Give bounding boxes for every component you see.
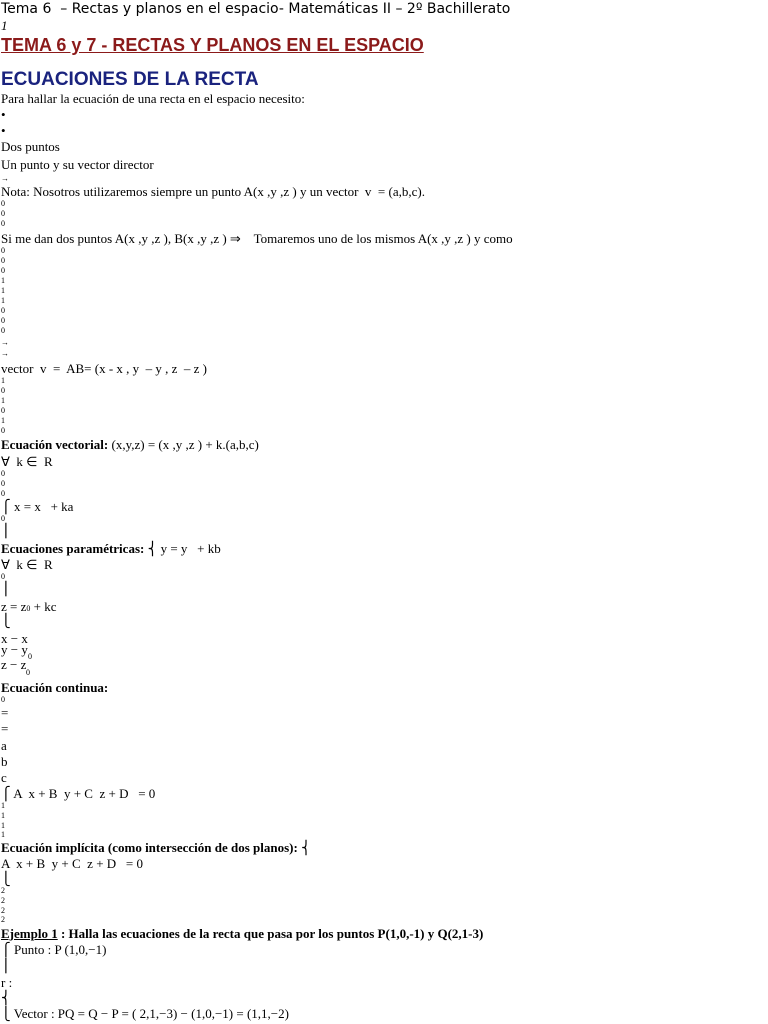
vectorial-formula: (x,y,z) = (x ,y ,z ) + k.(a,b,c): [108, 437, 259, 452]
subscript: 1: [1, 376, 5, 385]
subscript: 0: [1, 426, 5, 435]
subscript: 1: [1, 396, 5, 405]
option-two-points: Dos puntos: [1, 139, 60, 154]
continuous-x: x − x: [1, 631, 28, 646]
subscript: 2: [1, 915, 5, 924]
subscript: 0: [1, 199, 5, 208]
subscript: 0: [1, 316, 5, 325]
brace-bar: ⎪: [1, 523, 11, 538]
subscript: 0: [1, 246, 5, 255]
vector-arrow: →: [1, 338, 9, 347]
section-title: ECUACIONES DE LA RECTA: [1, 69, 259, 90]
brace-bottom: ⎩: [1, 613, 11, 628]
param-y-text: y = y + kb: [160, 541, 221, 556]
running-header: Tema 6 – Rectas y planos en el espacio- Matemáticas II – 2º Bachillerato: [1, 1, 511, 17]
vectorial-equation: [1, 438, 259, 451]
brace-bottom: ⎩: [1, 1006, 11, 1021]
example-point-text: Punto : P (1,0,−1): [14, 942, 107, 957]
brace-bottom: ⎩: [1, 871, 11, 886]
equals-sign: =: [1, 721, 9, 736]
bullet: •: [1, 123, 6, 138]
denominator-a: a: [1, 738, 7, 753]
subscript: 0: [1, 514, 5, 523]
param-z-pre: z = z: [1, 599, 27, 614]
nota-text: Nota: Nosotros utilizaremos siempre un punto A(x ,y ,z ) y un vector v = (a,b,c).: [1, 184, 425, 199]
main-title: TEMA 6 y 7 - RECTAS Y PLANOS EN EL ESPACIO: [1, 35, 424, 55]
subscript: 0: [1, 479, 5, 488]
subscript: 1: [1, 821, 5, 830]
plane-1-text: A x + B y + C z + D = 0: [13, 786, 156, 801]
subscript: 0: [1, 256, 5, 265]
subscript: 1: [1, 811, 5, 820]
vector-definition: vector v = AB= (x - x , y – y , z – z ): [1, 361, 208, 376]
parametric-label: Ecuaciones paramétricas:: [1, 541, 145, 556]
continuous-y: y − y: [1, 642, 28, 657]
continuous-z: z − z: [1, 657, 27, 672]
subscript: 0: [1, 572, 5, 581]
forall-k-real: ∀ k ∈ R: [1, 557, 53, 572]
equals-sign: =: [1, 705, 9, 720]
example-1: [1, 927, 483, 940]
subscript: 0: [1, 489, 5, 498]
bullet: •: [1, 107, 6, 122]
subscript: 1: [1, 296, 5, 305]
forall-k-real: ∀ k ∈ R: [1, 454, 53, 469]
continuous-label: Ecuación continua:: [1, 680, 109, 695]
subscript: 0: [1, 266, 5, 275]
brace-bar: ⎪: [1, 958, 11, 973]
parametric-z: [1, 600, 56, 613]
implicit-equation: [1, 841, 311, 854]
brace-top: ⎧: [1, 942, 11, 957]
example-vector-text: Vector : PQ = Q − P = ( 2,1,−3) − (1,0,−1) = (1,1,−2): [13, 1006, 289, 1021]
denominator-b: b: [1, 754, 8, 769]
subscript: 0: [1, 386, 5, 395]
plane-2-equation: A x + B y + C z + D = 0: [1, 856, 143, 871]
option-point-vector: Un punto y su vector director: [1, 157, 154, 172]
vector-arrow: →: [1, 174, 9, 183]
example-point: [1, 943, 106, 956]
denominator-c: c: [1, 770, 7, 785]
subscript: 0: [1, 209, 5, 218]
subscript: 1: [1, 801, 5, 810]
example-text: : Halla las ecuaciones de la recta que pasa por los puntos P(1,0,-1) y Q(2,1-3): [57, 926, 484, 941]
two-points-text: Si me dan dos puntos A(x ,y ,z ), B(x ,y ,z ) ⇒ Tomaremos uno de los mismos A(x ,y ,z ) y como: [1, 231, 513, 246]
brace-mid: ⎨: [1, 990, 11, 1005]
subscript: 0: [28, 652, 32, 661]
implicit-label: Ecuación implícita (como intersección de dos planos):: [1, 840, 298, 855]
brace-bar: ⎪: [1, 581, 11, 596]
subscript: 0: [1, 306, 5, 315]
param-x-text: x = x + ka: [14, 499, 74, 514]
brace-top: ⎧: [1, 786, 11, 801]
plane-1-equation: [1, 787, 155, 800]
subscript: 0: [1, 326, 5, 335]
example-r-label: r :: [1, 975, 13, 990]
subscript: 0: [26, 668, 30, 677]
vectorial-label: Ecuación vectorial:: [1, 437, 109, 452]
parametric-x: [1, 500, 73, 513]
subscript: 2: [1, 886, 5, 895]
brace-mid: ⎨: [301, 840, 311, 855]
subscript: 0: [1, 219, 5, 228]
page-number: 1: [1, 18, 8, 33]
subscript: 0: [1, 695, 5, 704]
subscript: 2: [1, 896, 5, 905]
example-label: Ejemplo 1: [1, 926, 58, 941]
subscript: 1: [1, 416, 5, 425]
subscript: 1: [1, 286, 5, 295]
intro-text: Para hallar la ecuación de una recta en el espacio necesito:: [1, 91, 305, 106]
subscript: 2: [1, 906, 5, 915]
brace-top: ⎧: [1, 499, 11, 514]
param-z-post: + kc: [30, 599, 57, 614]
subscript: 1: [1, 276, 5, 285]
subscript: 0: [1, 406, 5, 415]
vector-arrow: →: [1, 349, 9, 358]
example-vector: [1, 1007, 289, 1020]
parametric-y: [1, 542, 221, 555]
subscript: 1: [1, 830, 5, 839]
subscript: 0: [1, 469, 5, 478]
subscript: 0: [26, 604, 31, 613]
brace-mid: ⎨: [147, 541, 158, 556]
